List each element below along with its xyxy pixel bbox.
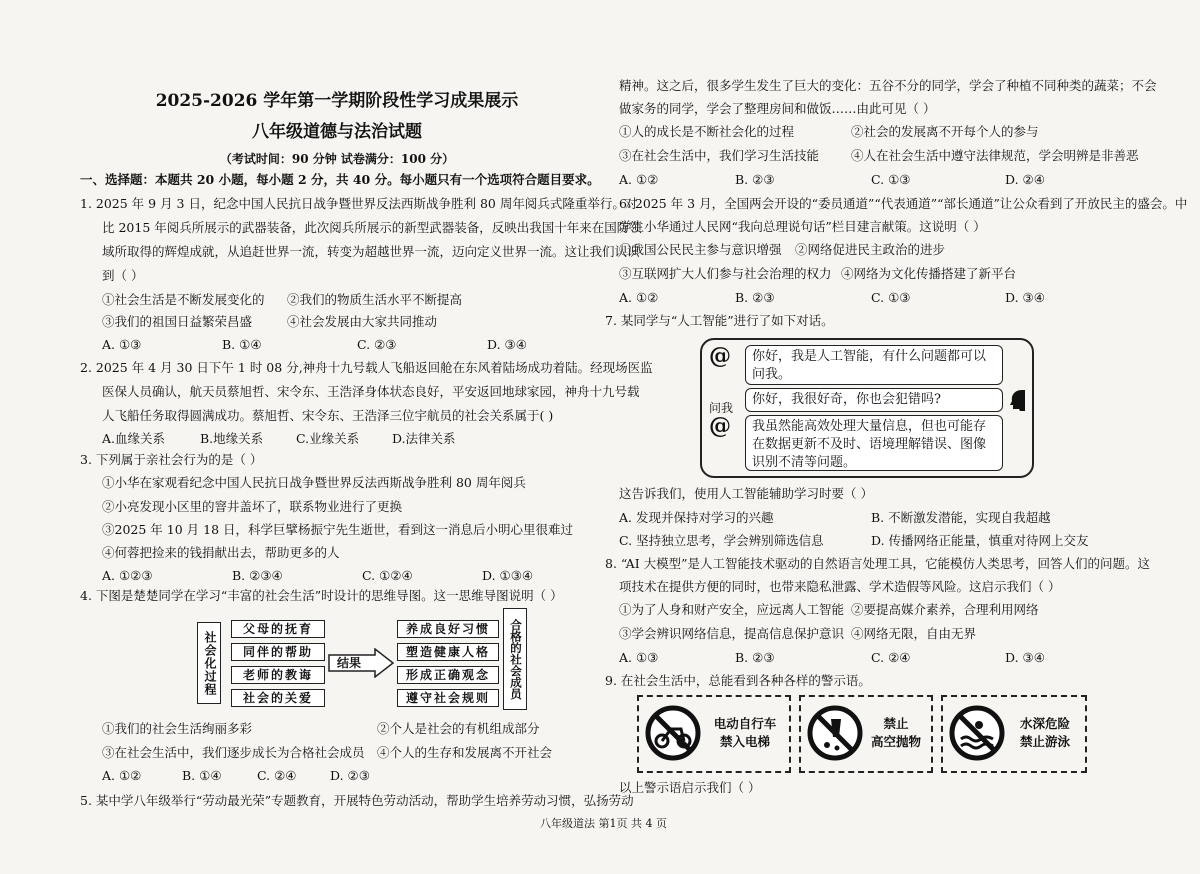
q8-option-1: ①为了人身和财产安全，应远离人工智能 bbox=[619, 602, 845, 617]
q5-choice-d: D. ②④ bbox=[1005, 172, 1045, 187]
q8-option-4: ④网络无限，自由无界 bbox=[851, 626, 977, 641]
q5-choice-c: C. ①③ bbox=[871, 172, 911, 187]
q1-line1: 1. 2025 年 9 月 3 日，纪念中国人民抗日战争暨世界反法西斯战争胜利 80 周年阅兵式隆重举行。对 bbox=[80, 196, 638, 211]
q6-option-1: ①我国公民民主参与意识增强 bbox=[619, 242, 782, 257]
q2-choice-d: D.法律关系 bbox=[392, 431, 456, 446]
mind-map-left-label: 社会化过程 bbox=[197, 622, 221, 704]
q4-line1: 4. 下图是楚楚同学在学习“丰富的社会生活”时设计的思维导图。这一思维导图说明（ ） bbox=[80, 588, 563, 603]
q1-line3: 域所取得的辉煌成就，从追赶世界一流，转变为超越世界一流，迈向定义世界一流。这让我们认识 bbox=[102, 244, 640, 259]
no-ebike-icon bbox=[645, 705, 701, 761]
q8-choice-d: D. ③④ bbox=[1005, 650, 1045, 665]
q1-choice-c: C. ②③ bbox=[357, 337, 397, 352]
q8-choice-b: B. ②③ bbox=[735, 650, 775, 665]
q4-choice-c: C. ②④ bbox=[257, 768, 297, 783]
q2-choice-a: A.血缘关系 bbox=[102, 431, 166, 446]
q5-option-4: ④人在社会生活中遵守法律规范，学会明辨是非善恶 bbox=[851, 148, 1139, 163]
exam-title: 2025-2026 学年第一学期阶段性学习成果展示 bbox=[155, 91, 519, 111]
q6-option-2: ②网络促进民主政治的进步 bbox=[795, 242, 946, 257]
q3-option-4: ④何蓉把捡来的钱捐献出去，帮助更多的人 bbox=[102, 545, 340, 560]
q6-line2: 学生小华通过人民网“我向总理说句话”栏目建言献策。这说明（ ） bbox=[619, 219, 986, 234]
ai-bubble-greeting: 你好，我是人工智能，有什么问题都可以问我。 bbox=[745, 345, 1003, 385]
section-heading: 一、选择题：本题共 20 小题，每小题 2 分，共 40 分。每小题只有一个选项符合题目要求。 bbox=[80, 172, 600, 187]
q5-line1: 5. 某中学八年级举行“劳动最光荣”专题教育，开展特色劳动活动，帮助学生培养劳动习惯，弘扬劳动 bbox=[80, 793, 634, 808]
q1-option-3: ③我们的祖国日益繁荣昌盛 bbox=[102, 314, 253, 329]
q1-option-2: ②我们的物质生活水平不断提高 bbox=[287, 292, 463, 307]
page-footer: 八年级道法 第1页 共 4 页 bbox=[540, 817, 667, 830]
exam-subtitle: 八年级道德与法治试题 bbox=[252, 122, 422, 142]
q8-option-3: ③学会辨识网络信息，提高信息保护意识 bbox=[619, 626, 845, 641]
q1-choice-d: D. ③④ bbox=[487, 337, 527, 352]
mind-map bbox=[197, 608, 527, 708]
q6-choice-b: B. ②③ bbox=[735, 290, 775, 305]
q6-option-4: ④网络为文化传播搭建了新平台 bbox=[841, 266, 1017, 281]
q2-line2: 医保人员确认，航天员蔡旭哲、宋令东、王浩泽身体状态良好，平安返回地球家园，神舟十九号载 bbox=[102, 384, 640, 399]
q2-choice-c: C.业缘关系 bbox=[296, 431, 360, 446]
mind-map-output-3: 形成正确观念 bbox=[397, 666, 499, 684]
throwing-sign-line1: 禁止 bbox=[883, 716, 909, 731]
warning-sign-throwing bbox=[799, 695, 933, 773]
q4-option-4: ④个人的生存和发展离不开社会 bbox=[377, 745, 553, 760]
q8-line1: 8. “AI 大模型”是人工智能技术驱动的自然语言处理工具，它能模仿人类思考，回答人们的问题。这 bbox=[605, 556, 1151, 571]
q8-choice-c: C. ②④ bbox=[871, 650, 911, 665]
q7-choice-c: C. 坚持独立思考，学会辨别筛选信息 bbox=[619, 533, 824, 548]
q9-line1: 9. 在社会生活中，总能看到各种各样的警示语。 bbox=[605, 673, 871, 688]
throwing-sign-line2: 高空抛物 bbox=[870, 734, 921, 749]
q1-choice-a: A. ①③ bbox=[102, 337, 142, 352]
q1-line2: 比 2015 年阅兵所展示的武器装备，此次阅兵所展示的新型武器装备，反映出我国十年来在国防领 bbox=[102, 220, 642, 235]
ask-me-label: 问我 bbox=[709, 401, 734, 415]
q7-line2: 这告诉我们，使用人工智能辅助学习时要（ ） bbox=[619, 486, 873, 501]
swimming-sign-line2: 禁止游泳 bbox=[1019, 734, 1070, 749]
q7-choice-d: D. 传播网络正能量，慎重对待网上交友 bbox=[871, 533, 1089, 548]
q3-choice-c: C. ①②④ bbox=[362, 568, 413, 583]
q5-option-2: ②社会的发展离不开每个人的参与 bbox=[851, 124, 1039, 139]
q1-option-4: ④社会发展由大家共同推动 bbox=[287, 314, 438, 329]
q7-line1: 7. 某同学与“人工智能”进行了如下对话。 bbox=[605, 313, 834, 328]
q3-option-2: ②小亮发现小区里的窨井盖坏了，联系物业进行了更换 bbox=[102, 499, 403, 514]
no-swimming-icon bbox=[949, 705, 1005, 761]
q3-option-1: ①小华在家观看纪念中国人民抗日战争暨世界反法西斯战争胜利 80 周年阅兵 bbox=[102, 475, 526, 490]
q3-choice-a: A. ①②③ bbox=[102, 568, 153, 583]
q3-option-3: ③2025 年 10 月 18 日，科学巨擘杨振宁先生逝世，看到这一消息后小明心里很难过 bbox=[102, 522, 573, 537]
q3-choice-d: D. ①③④ bbox=[482, 568, 534, 583]
mind-map-result-label: 结果 bbox=[337, 656, 362, 670]
q5-choice-a: A. ①② bbox=[619, 172, 659, 187]
q8-option-2: ②要提高媒介素养，合理利用网络 bbox=[851, 602, 1039, 617]
ai-bubble-answer: 我虽然能高效处理大量信息，但也可能存在数据更新不及时、语境理解错误、图像识别不清等问题。 bbox=[745, 415, 1003, 471]
ebike-sign-line1: 电动自行车 bbox=[713, 716, 777, 731]
q2-choice-b: B.地缘关系 bbox=[200, 431, 264, 446]
q2-line1: 2. 2025 年 4 月 30 日下午 1 时 08 分,神舟十九号载人飞船返回舱在东风着陆场成功着陆。经现场医监 bbox=[80, 360, 653, 375]
q7-choice-a: A. 发现并保持对学习的兴趣 bbox=[619, 510, 774, 525]
exam-info: （考试时间：90 分钟 试卷满分：100 分） bbox=[219, 152, 455, 166]
q6-choice-c: C. ①③ bbox=[871, 290, 911, 305]
mind-map-right-label: 合格的社会成员 bbox=[503, 608, 527, 710]
q4-option-1: ①我们的社会生活绚丽多彩 bbox=[102, 721, 253, 736]
q4-choice-a: A. ①② bbox=[102, 768, 142, 783]
ebike-sign-line2: 禁入电梯 bbox=[719, 734, 770, 749]
q5-line3: 做家务的同学，学会了整理房间和做饭……由此可见（ ） bbox=[619, 101, 936, 116]
q6-option-3: ③互联网扩大人们参与社会治理的权力 bbox=[619, 266, 832, 281]
no-throwing-icon bbox=[807, 705, 863, 761]
swimming-sign-line1: 水深危险 bbox=[1019, 716, 1070, 731]
at-symbol-icon-2: @ bbox=[709, 413, 731, 439]
q1-option-1: ①社会生活是不断发展变化的 bbox=[102, 292, 265, 307]
mind-map-output-4: 遵守社会规则 bbox=[397, 689, 499, 707]
warning-sign-swimming bbox=[941, 695, 1087, 773]
q9-line2: 以上警示语启示我们（ ） bbox=[619, 780, 761, 795]
student-head-icon bbox=[1008, 388, 1028, 412]
q8-choice-a: A. ①③ bbox=[619, 650, 659, 665]
q3-choice-b: B. ②③④ bbox=[232, 568, 283, 583]
at-symbol-icon: @ bbox=[709, 343, 731, 369]
mind-map-input-1: 父母的抚育 bbox=[231, 620, 325, 638]
q6-choice-d: D. ③④ bbox=[1005, 290, 1045, 305]
q6-line1: 6. 2025 年 3 月，全国两会开设的“委员通道”“代表通道”“部长通道”让公众看到了开放民主的盛会。中 bbox=[619, 196, 1188, 211]
q7-choice-b: B. 不断激发潜能，实现自我超越 bbox=[871, 510, 1051, 525]
q3-line1: 3. 下列属于亲社会行为的是（ ） bbox=[80, 452, 263, 467]
q4-choice-b: B. ①④ bbox=[182, 768, 222, 783]
q5-option-3: ③在社会生活中，我们学习生活技能 bbox=[619, 148, 820, 163]
q8-line2: 项技术在提供方便的同时，也带来隐私泄露、学术造假等风险。这启示我们（ ） bbox=[619, 579, 1061, 594]
student-bubble-question: 你好，我很好奇，你也会犯错吗? bbox=[745, 388, 1003, 412]
q1-choice-b: B. ①④ bbox=[222, 337, 262, 352]
q5-option-1: ①人的成长是不断社会化的过程 bbox=[619, 124, 795, 139]
q4-choice-d: D. ②③ bbox=[330, 768, 370, 783]
q6-choice-a: A. ①② bbox=[619, 290, 659, 305]
q5-line2: 精神。这之后，很多学生发生了巨大的变化：五谷不分的同学，学会了种植不同种类的蔬菜；不会 bbox=[619, 78, 1157, 93]
mind-map-input-4: 社会的关爱 bbox=[231, 689, 325, 707]
q4-option-3: ③在社会生活中，我们逐步成长为合格社会成员 bbox=[102, 745, 365, 760]
q2-line3: 人飞船任务取得圆满成功。蔡旭哲、宋令东、王浩泽三位宇航员的社会关系属于( ) bbox=[102, 408, 554, 423]
q4-option-2: ②个人是社会的有机组成部分 bbox=[377, 721, 540, 736]
q5-choice-b: B. ②③ bbox=[735, 172, 775, 187]
q1-line4: 到（ ） bbox=[102, 268, 144, 283]
warning-sign-ebike bbox=[637, 695, 791, 773]
mind-map-output-1: 养成良好习惯 bbox=[397, 620, 499, 638]
mind-map-input-3: 老师的教诲 bbox=[231, 666, 325, 684]
mind-map-input-2: 同伴的帮助 bbox=[231, 643, 325, 661]
mind-map-output-2: 塑造健康人格 bbox=[397, 643, 499, 661]
